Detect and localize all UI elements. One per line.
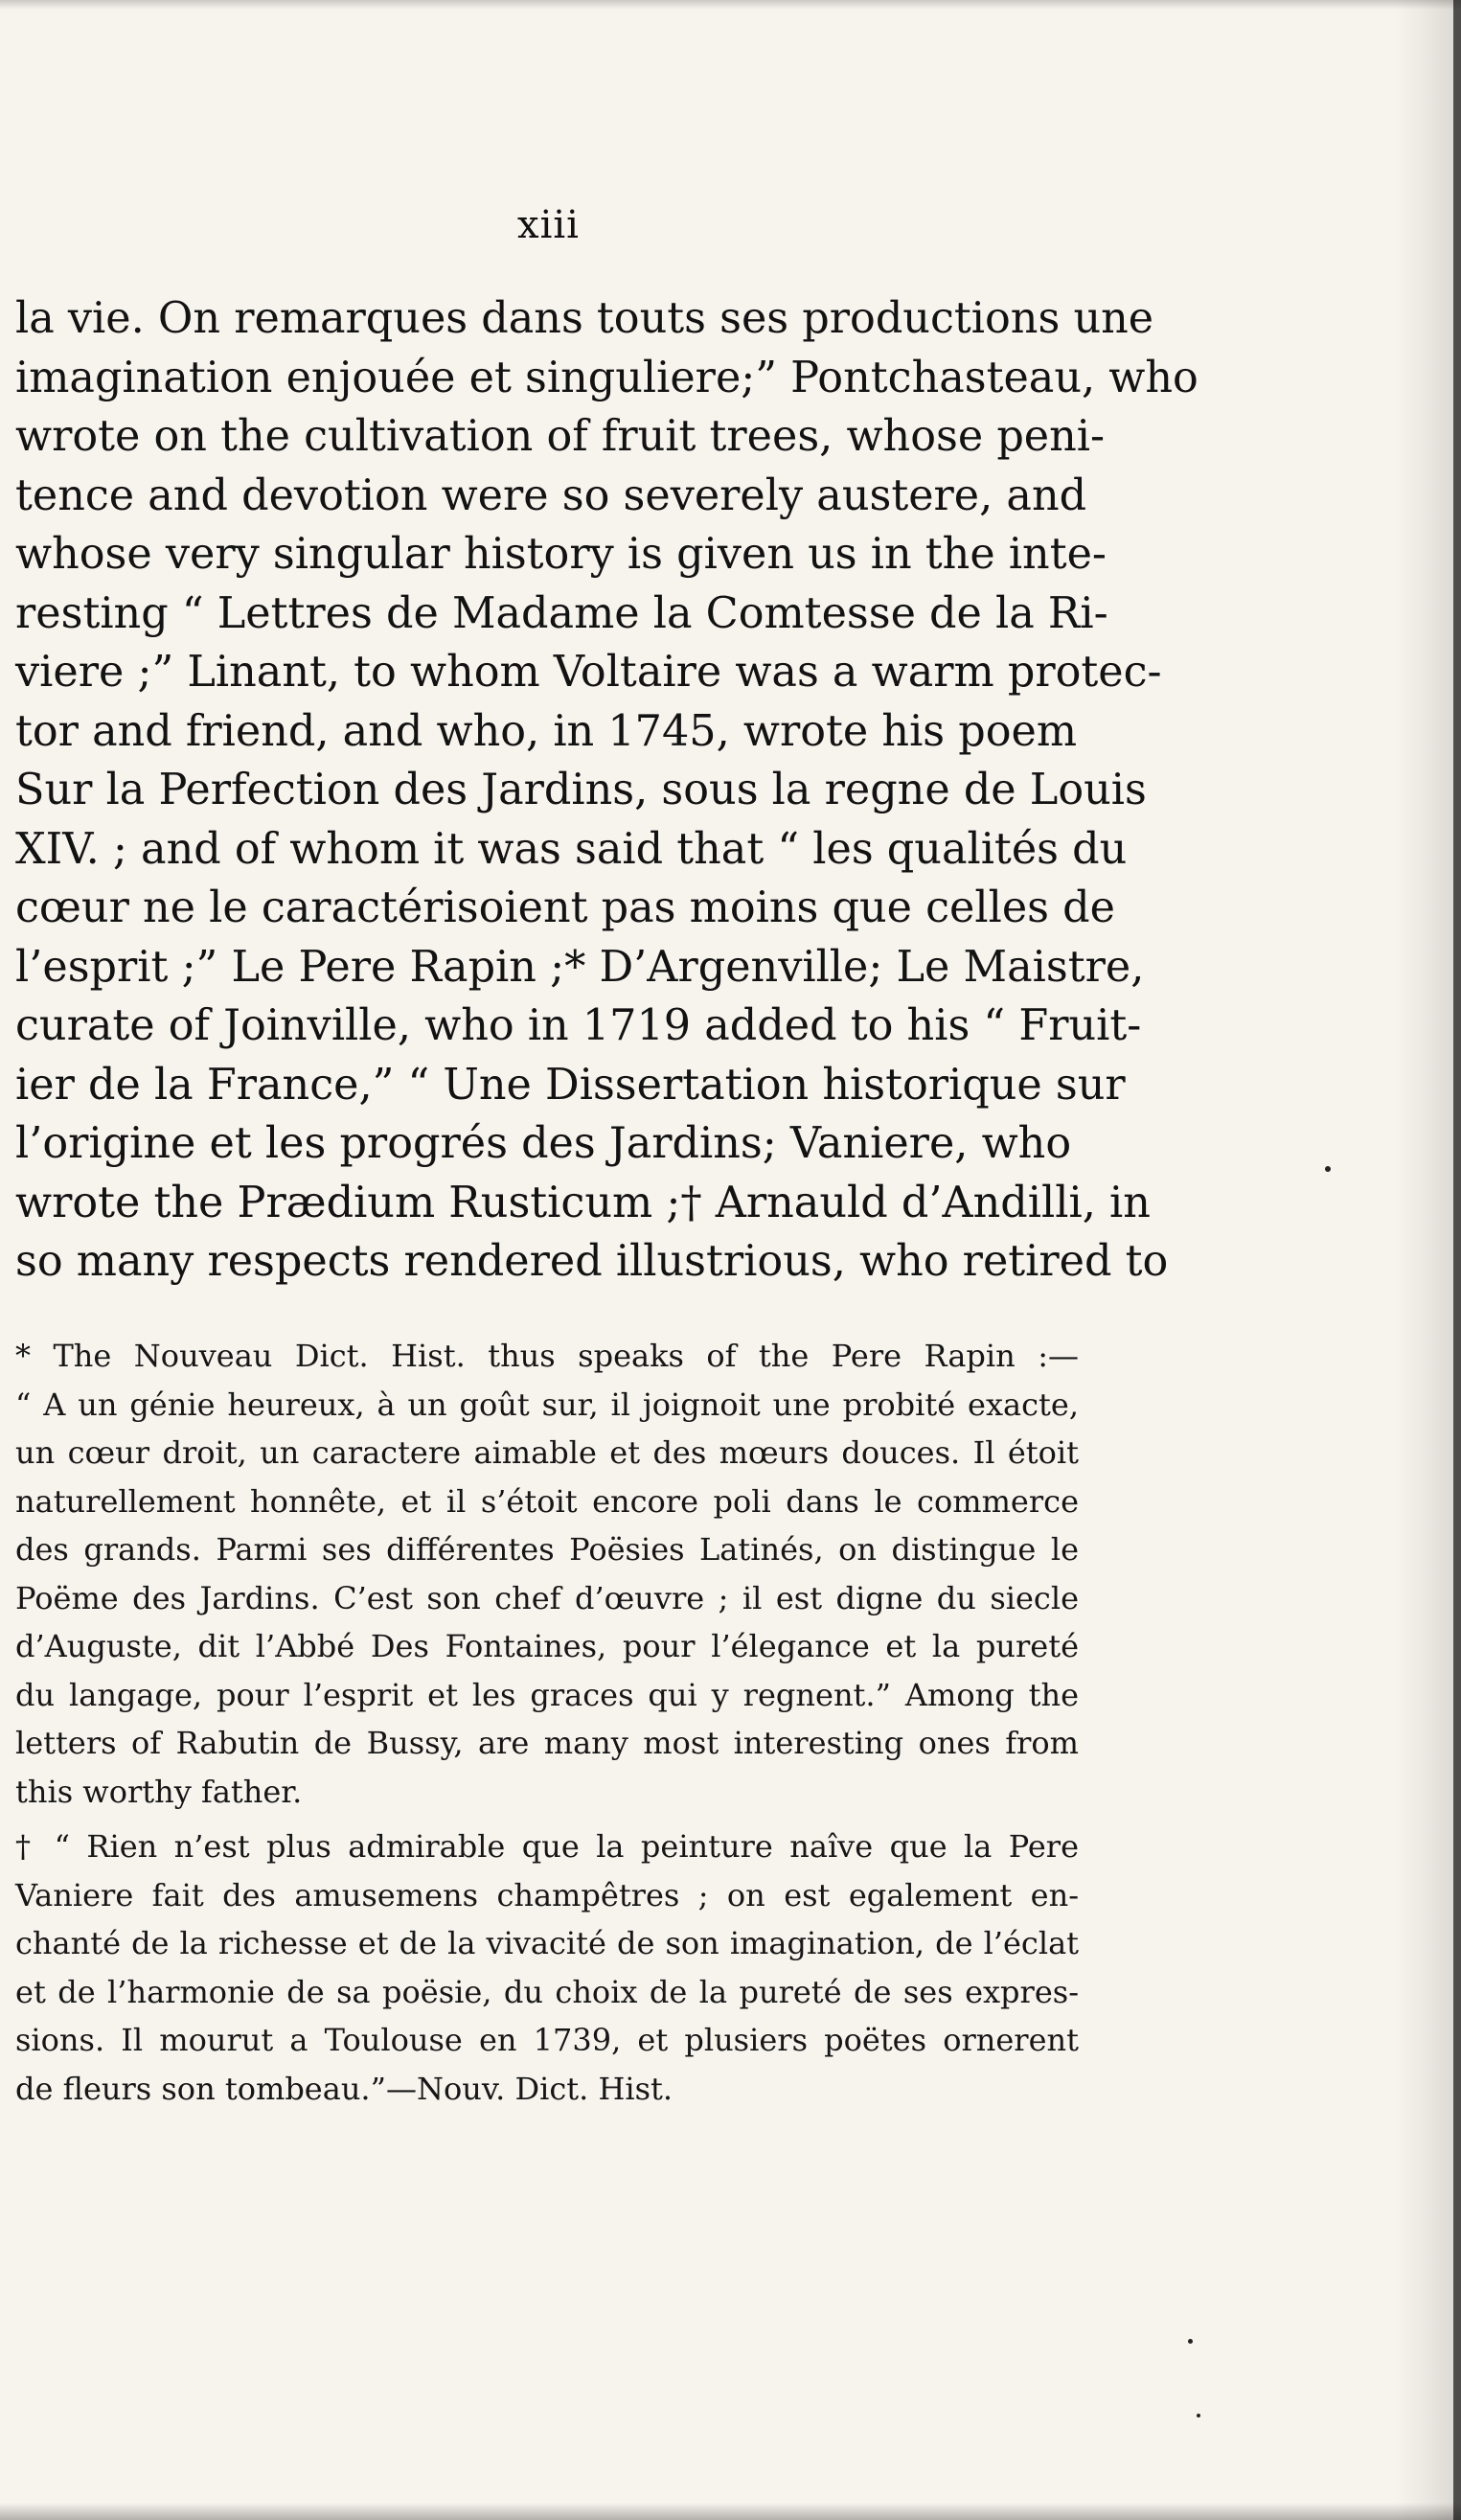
text-line: resting “ Lettres de Madame la Comtesse de la Ri-: [15, 588, 1108, 638]
footnote-line: naturellement honnête, et il s’étoit encore poli dans le commerce: [15, 1482, 1079, 1520]
scan-speck: [1325, 1166, 1331, 1172]
scan-edge-top: [0, 0, 1461, 10]
text-line: l’origine et les progrés des Jardins; Vaniere, who: [15, 1119, 1072, 1168]
main-text: [15, 289, 1198, 1292]
footnote-line: un cœur droit, un caractere aimable et des mœurs douces. Il étoit: [15, 1434, 1079, 1471]
text-line: ier de la France,” “ Une Dissertation historique sur: [15, 1060, 1126, 1110]
text-line: wrote on the cultivation of fruit trees, whose peni-: [15, 412, 1106, 461]
text-line: imagination enjouée et singuliere;” Pontchasteau, who: [15, 353, 1198, 402]
text-line: XIV. ; and of whom it was said that “ les qualités du: [15, 824, 1128, 874]
text-line: tor and friend, and who, in 1745, wrote his poem: [15, 706, 1078, 756]
footnote-line: d’Auguste, dit l’Abbé Des Fontaines, pour l’élegance et la pureté: [15, 1628, 1079, 1664]
footnote-vaniere: [15, 1822, 1079, 2113]
footnote-line: Vaniere fait des amusemens champêtres ; on est egalement en-: [15, 1876, 1079, 1913]
text-line: viere ;” Linant, to whom Voltaire was a warm protec-: [15, 648, 1162, 697]
text-line: la vie. On remarques dans touts ses productions une: [15, 294, 1154, 343]
scan-speck: [1197, 2414, 1200, 2417]
scan-shadow-right: [1394, 0, 1461, 2520]
footnote-line: * The Nouveau Dict. Hist. thus speaks of the Pere Rapin :—: [15, 1338, 1079, 1374]
scan-edge-right: [1453, 0, 1461, 2520]
footnote-rapin: [15, 1332, 1079, 1816]
text-line: Sur la Perfection des Jardins, sous la regne de Louis: [15, 766, 1147, 814]
text-line: l’esprit ;” Le Pere Rapin ;* D’Argenville; Le Maistre,: [15, 942, 1145, 992]
text-line: whose very singular history is given us in the inte-: [15, 530, 1107, 579]
footnote-line: de fleurs son tombeau.”—Nouv. Dict. Hist.: [15, 2070, 673, 2107]
scan-edge-bottom: [0, 2503, 1461, 2520]
text-line: wrote the Prædium Rusticum ;† Arnauld d’Andilli, in: [15, 1178, 1151, 1227]
footnote-line: chanté de la richesse et de la vivacité de son imagination, de l’éclat: [15, 1925, 1079, 1961]
text-line: curate of Joinville, who in 1719 added to his “ Fruit-: [15, 1001, 1142, 1050]
footnote-line: sions. Il mourut a Toulouse en 1739, et plusiers poëtes ornerent: [15, 2022, 1079, 2058]
footnote-line: this worthy father.: [15, 1773, 303, 1810]
footnote-line: et de l’harmonie de sa poësie, du choix de la pureté de ses expres-: [15, 1973, 1079, 2010]
footnote-line: letters of Rabutin de Bussy, are many most interesting ones from: [15, 1725, 1079, 1761]
page-number: xiii: [517, 203, 580, 247]
footnote-line: du langage, pour l’esprit et les graces qui y regnent.” Among the: [15, 1676, 1079, 1713]
scan-speck: [1188, 2339, 1193, 2344]
footnote-line: “ A un génie heureux, à un goût sur, il joignoit une probité exacte,: [15, 1386, 1079, 1423]
footnote-line: Poëme des Jardins. C’est son chef d’œuvre ; il est digne du siecle: [15, 1579, 1079, 1616]
footnote-line: des grands. Parmi ses différentes Poësies Latinés, on distingue le: [15, 1531, 1079, 1568]
footnote-line: † “ Rien n’est plus admirable que la peinture naîve que la Pere: [15, 1828, 1079, 1865]
text-line: so many respects rendered illustrious, who retired to: [15, 1237, 1169, 1286]
text-line: cœur ne le caractérisoient pas moins que celles de: [15, 883, 1115, 932]
text-line: tence and devotion were so severely austere, and: [15, 470, 1087, 520]
